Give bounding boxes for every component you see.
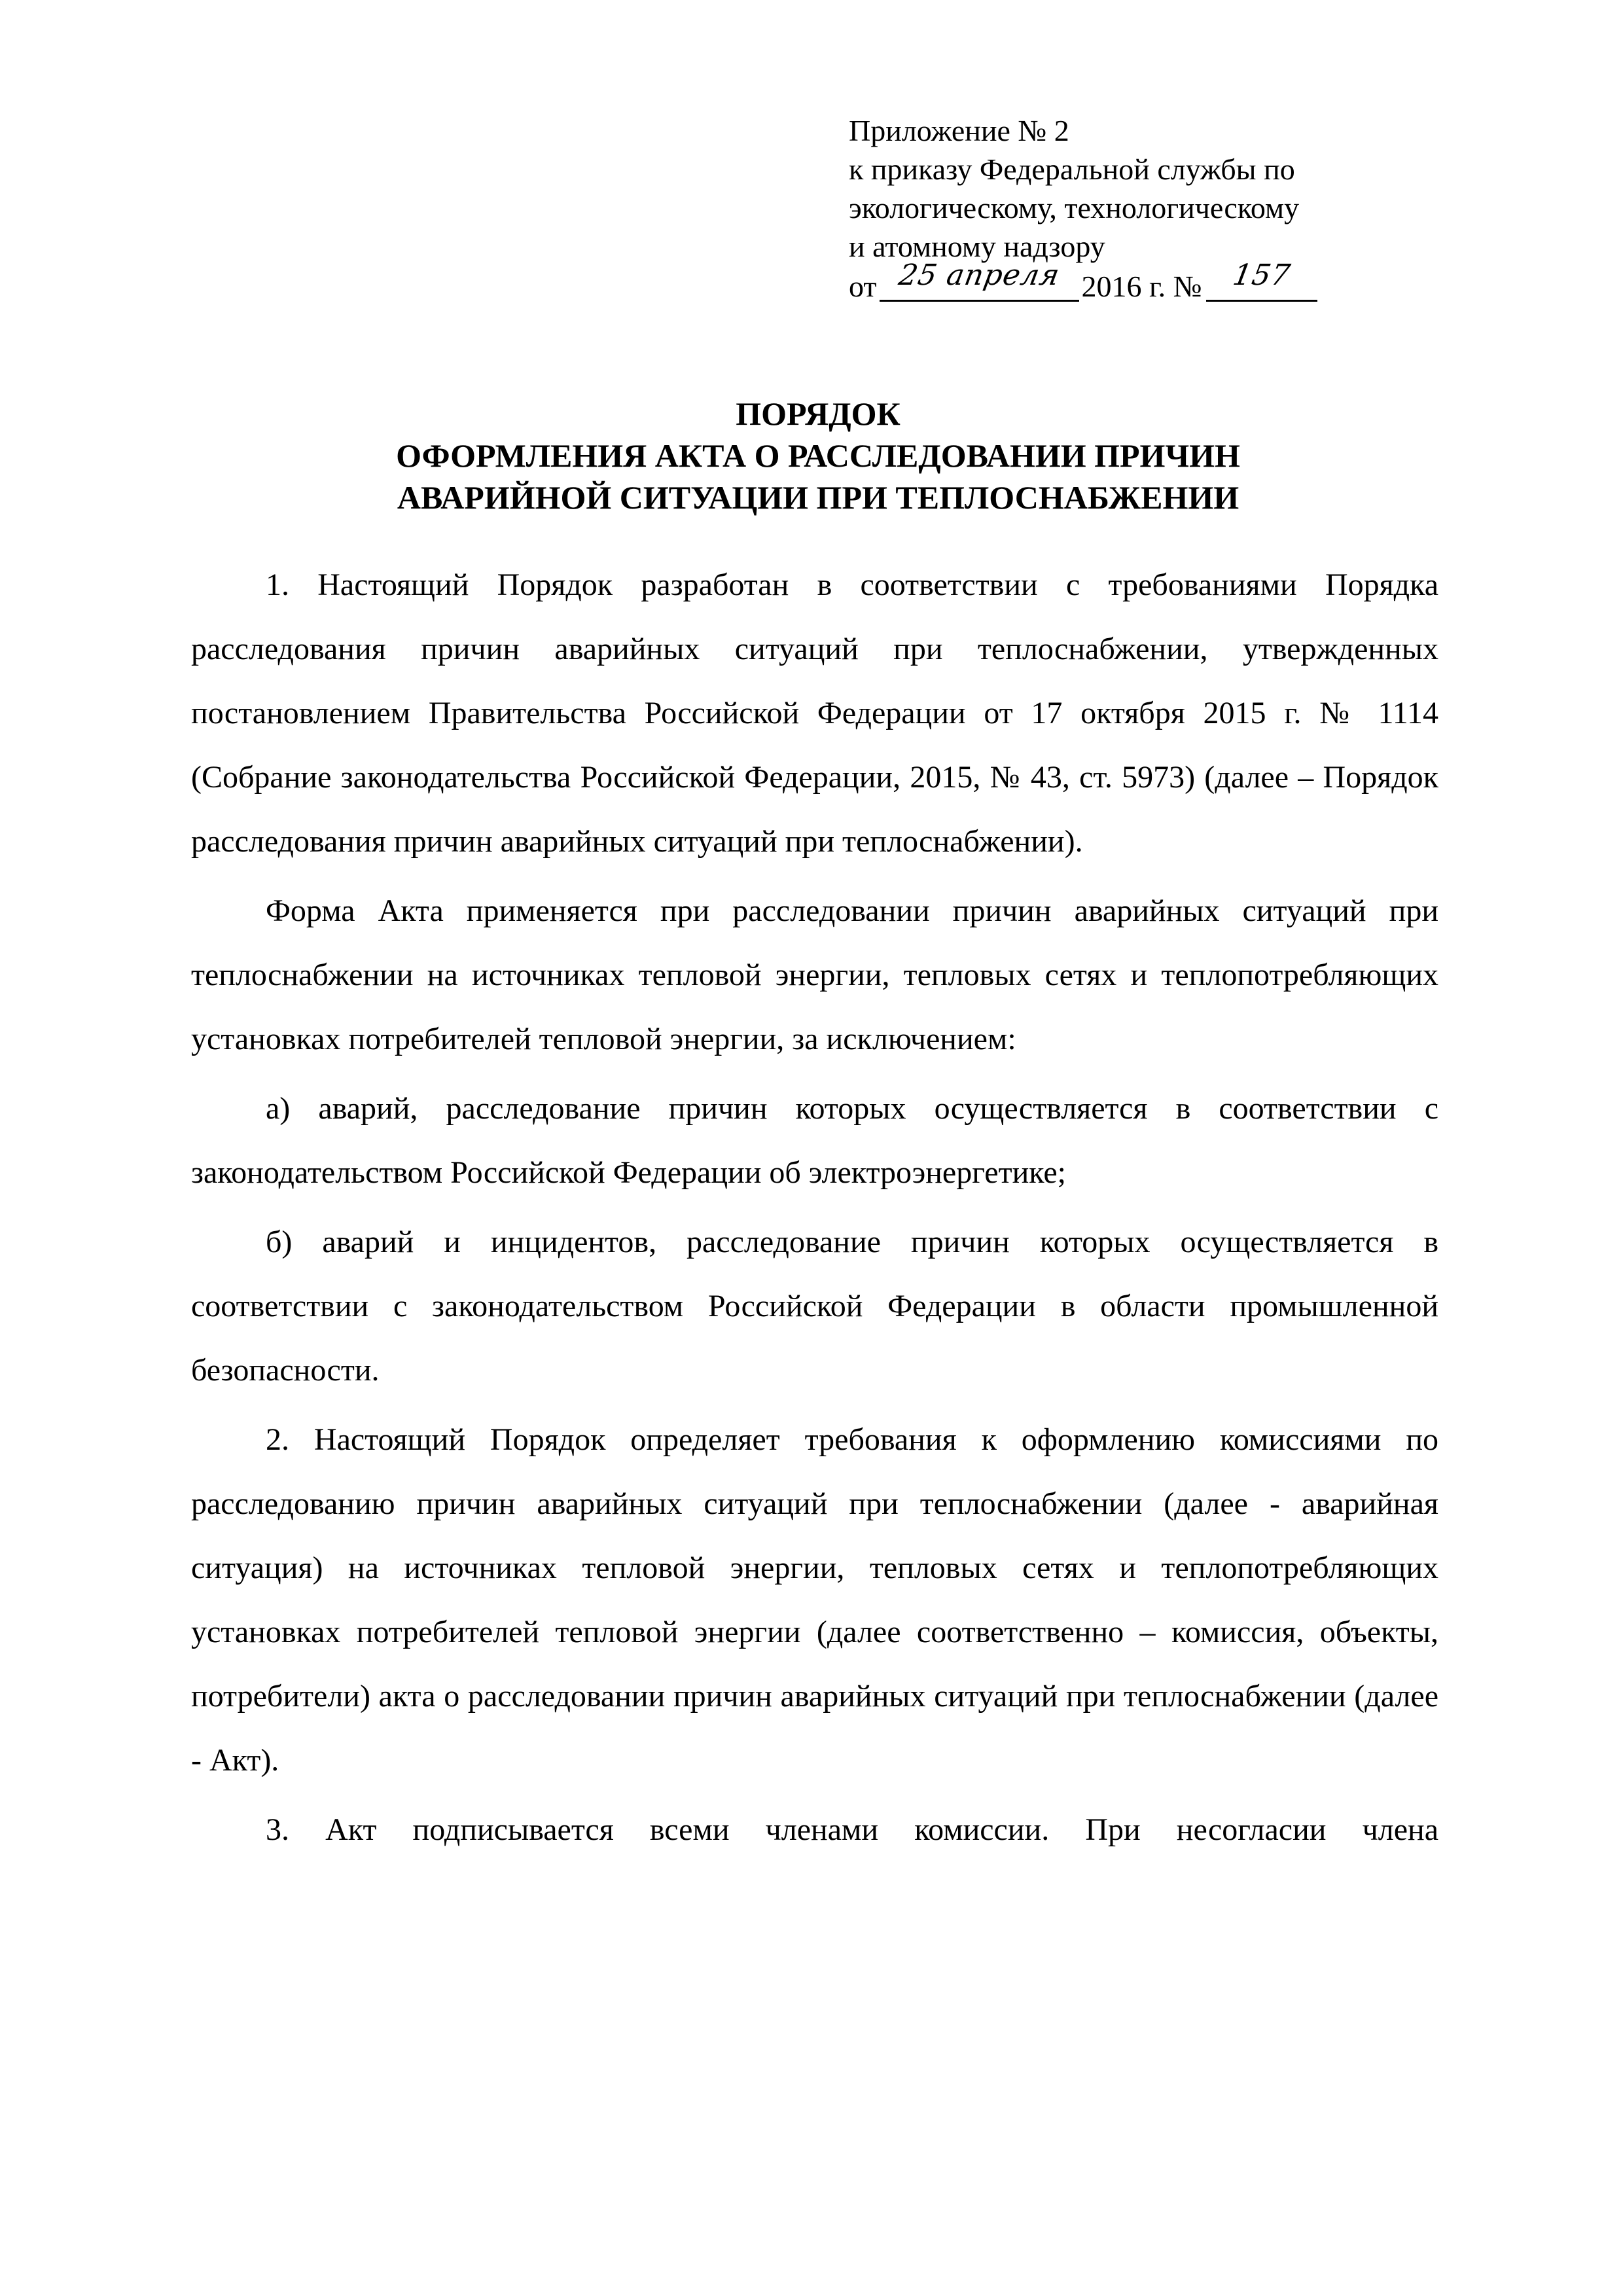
appendix-agency-line: экологическому, технологическому (849, 191, 1300, 224)
handwritten-date: 25 апреля (896, 259, 1062, 292)
paragraph-exception-b: б) аварий и инцидентов, расследование причин которых осуществляется в соответствии с законодательством Российской Федерации в области промышленной безопасности. (191, 1225, 1438, 1388)
paragraph-1: 1. Настоящий Порядок разработан в соответствии с требованиями Порядка расследования причин аварийных ситуаций при теплоснабжении, утвержденных постановлением Правительства Российской Федерации от 17 октября 2015 г. № 1114 (Собрание законодательства Российской Федерации, 2015, № 43, ст. 5973) (далее – Порядок расследования причин аварийных ситуаций при теплоснабжении). (191, 567, 1438, 859)
paragraph-3: 3. Акт подписывается всеми членами комиссии. При несогласии члена (266, 1812, 1438, 1847)
order-date-line (849, 259, 1503, 306)
paragraph-2: 2. Настоящий Порядок определяет требования к оформлению комиссиями по расследованию причин аварийных ситуаций при теплоснабжении (далее - аварийная ситуация) на источниках тепловой энергии, тепловых сетях и теплопотребляющих установках потребителей тепловой энергии (далее соответственно – комиссия, объекты, потребители) акта о расследовании причин аварийных ситуаций при теплоснабжении (далее - Акт). (191, 1422, 1438, 1778)
title-line-3: АВАРИЙНОЙ СИТУАЦИИ ПРИ ТЕПЛОСНАБЖЕНИИ (397, 479, 1240, 516)
appendix-order-ref: к приказу Федеральной службы по (849, 152, 1295, 186)
title-line-2: ОФОРМЛЕНИЯ АКТА О РАССЛЕДОВАНИИ ПРИЧИН (396, 437, 1240, 474)
paragraph-exception-a: а) аварий, расследование причин которых осуществляется в соответствии с законодательством Российской Федерации об электроэнергетике; (191, 1091, 1438, 1190)
number-blank (1206, 259, 1317, 302)
document-body (191, 553, 1438, 1862)
date-prefix: от (849, 270, 877, 303)
document-title (196, 393, 1440, 518)
title-line-1: ПОРЯДОК (736, 395, 901, 432)
date-blank (880, 259, 1079, 302)
appendix-number: Приложение № 2 (849, 114, 1069, 147)
handwritten-number: 157 (1230, 259, 1293, 292)
year-text: 2016 г. № (1081, 270, 1202, 303)
appendix-header (849, 111, 1503, 306)
paragraph-form-scope: Форма Акта применяется при расследовании причин аварийных ситуаций при теплоснабжении на источниках тепловой энергии, тепловых сетях и теплопотребляющих установках потребителей тепловой энергии, за исключением: (191, 893, 1438, 1056)
appendix-agency-line-2: и атомному надзору (849, 230, 1105, 263)
